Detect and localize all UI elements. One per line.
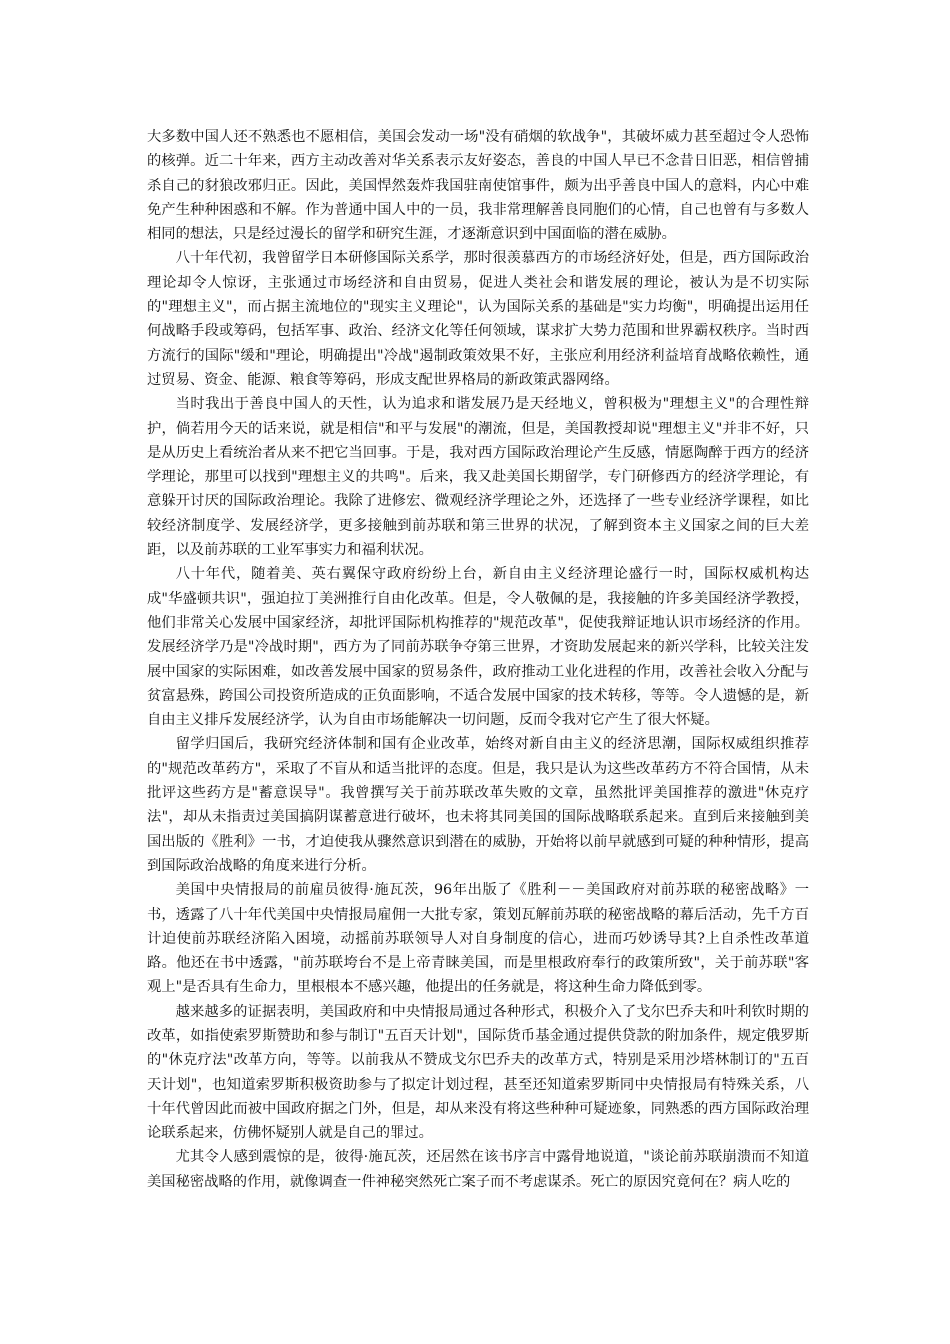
paragraph-1: 大多数中国人还不熟悉也不愿相信，美国会发动一场"没有硝烟的软战争"，其破坏威力甚至超过令人恐怖的核弹。近二十年来，西方主动改善对华关系表示友好姿态，善良的中国人早已不念昔日旧恶，相信曾捕杀自己的豺狼改邪归正。因此，美国悍然轰炸我国驻南使馆事件，颇为出乎善良中国人的意料，内心中难免产生种种困惑和不解。作为普通中国人中的一员，我非常理解善良同胞们的心情，自己也曾有与多数人相同的想法，只是经过漫长的留学和研究生涯，才逐渐意识到中国面临的潜在威胁。: [147, 129, 809, 243]
paragraph-4: 八十年代，随着美、英右翼保守政府纷纷上台，新自由主义经济理论盛行一时，国际权威机构达成"华盛顿共识"，强迫拉丁美洲推行自由化改革。但是，令人敬佩的是，我接触的许多美国经济学教授，他们非常关心发展中国家经济，却批评国际机构推荐的"规范改革"，促使我辩证地认识市场经济的作用。发展经济学乃是"冷战时期"，西方为了同前苏联争夺第三世界，才资助发展起来的新兴学科，比较关注发展中国家的实际困难，如改善发展中国家的贸易条件，政府推动工业化进程的作用，改善社会收入分配与贫富悬殊，跨国公司投资所造成的正负面影响，不适合发展中国家的技术转移，等等。令人遗憾的是，新自由主义排斥发展经济学，认为自由市场能解决一切问题，反而令我对它产生了很大怀疑。: [147, 566, 809, 729]
document-body: [147, 125, 809, 1194]
paragraph-6: 美国中央情报局的前雇员彼得·施瓦茨，96年出版了《胜利－－美国政府对前苏联的秘密战略》一书，透露了八十年代美国中央情报局雇佣一大批专家，策划瓦解前苏联的秘密战略的幕后活动，先千方百计迫使前苏联经济陷入困境，动摇前苏联领导人对自身制度的信心，进而巧妙诱导其?上自杀性改革道路。他还在书中透露，"前苏联垮台不是上帝青睐美国，而是里根政府奉行的政策所致"，关于前苏联"客观上"是否具有生命力，里根根本不感兴趣，他提出的任务就是，将这种生命力降低到零。: [147, 882, 809, 996]
paragraph-3: 当时我出于善良中国人的天性，认为追求和谐发展乃是天经地义，曾积极为"理想主义"的合理性辩护，倘若用今天的话来说，就是相信"和平与发展"的潮流，但是，美国教授却说"理想主义"并非不好，只是从历史上看统治者从来不把它当回事。于是，我对西方国际政治理论产生反感，情愿陶醉于西方的经济学理论，那里可以找到"理想主义的共鸣"。后来，我又赴美国长期留学，专门研修西方的经济学理论，有意躲开讨厌的国际政治理论。我除了进修宏、微观经济学理论之外，还选择了一些专业经济学课程，如比较经济制度学、发展经济学，更多接触到前苏联和第三世界的状况，了解到资本主义国家之间的巨大差距，以及前苏联的工业军事实力和福利状况。: [147, 396, 809, 559]
paragraph-5: 留学归国后，我研究经济体制和国有企业改革，始终对新自由主义的经济思潮，国际权威组织推荐的"规范改革药方"，采取了不盲从和适当批评的态度。但是，我只是认为这些改革药方不符合国情，从未批评这些药方是"蓄意误导"。我曾撰写关于前苏联改革失败的文章，虽然批评美国推荐的激进"休克疗法"，却从未指责过美国搞阴谋蓄意进行破坏，也未将其同美国的国际战略联系起来。直到后来接触到美国出版的《胜利》一书，才迫使我从骤然意识到潜在的威胁，开始将以前早就感到可疑的种种情形，提高到国际政治战略的角度来进行分析。: [147, 736, 809, 874]
paragraph-7: 越来越多的证据表明，美国政府和中央情报局通过各种形式，积极介入了戈尔巴乔夫和叶利钦时期的改革，如指使索罗斯赞助和参与制订"五百天计划"，国际货币基金通过提供贷款的附加条件，规定俄罗斯的"休克疗法"改革方向，等等。以前我从不赞成戈尔巴乔夫的改革方式，特别是采用沙塔林制订的"五百天计划"，也知道索罗斯积极资助参与了拟定计划过程，甚至还知道索罗斯同中央情报局有特殊关系，八十年代曾因此而被中国政府据之门外，但是，却从来没有将这些种种可疑迹象，同熟悉的西方国际政治理论联系起来，仿佛怀疑别人就是自己的罪过。: [147, 1003, 809, 1142]
paragraph-2: 八十年代初，我曾留学日本研修国际关系学，那时很羡慕西方的市场经济好处，但是，西方国际政治理论却令人惊讶，主张通过市场经济和自由贸易，促进人类社会和谐发展的理论，被认为是不切实际的"理想主义"，而占据主流地位的"现实主义理论"，认为国际关系的基础是"实力均衡"，明确提出运用任何战略手段或筹码，包括军事、政治、经济文化等任何领域，谋求扩大势力范围和世界霸权秩序。当时西方流行的国际"缓和"理论，明确提出"冷战"遏制政策效果不好，主张应利用经济利益培育战略依赖性，通过贸易、资金、能源、粮食等筹码，形成支配世界格局的新政策武器网络。: [147, 250, 809, 388]
paragraph-8: 尤其令人感到震惊的是，彼得·施瓦茨，还居然在该书序言中露骨地说道，"谈论前苏联崩溃而不知道美国秘密战略的作用，就像调查一件神秘突然死亡案子而不考虑谋杀。死亡的原因究竟何在？病人吃的: [147, 1149, 809, 1190]
